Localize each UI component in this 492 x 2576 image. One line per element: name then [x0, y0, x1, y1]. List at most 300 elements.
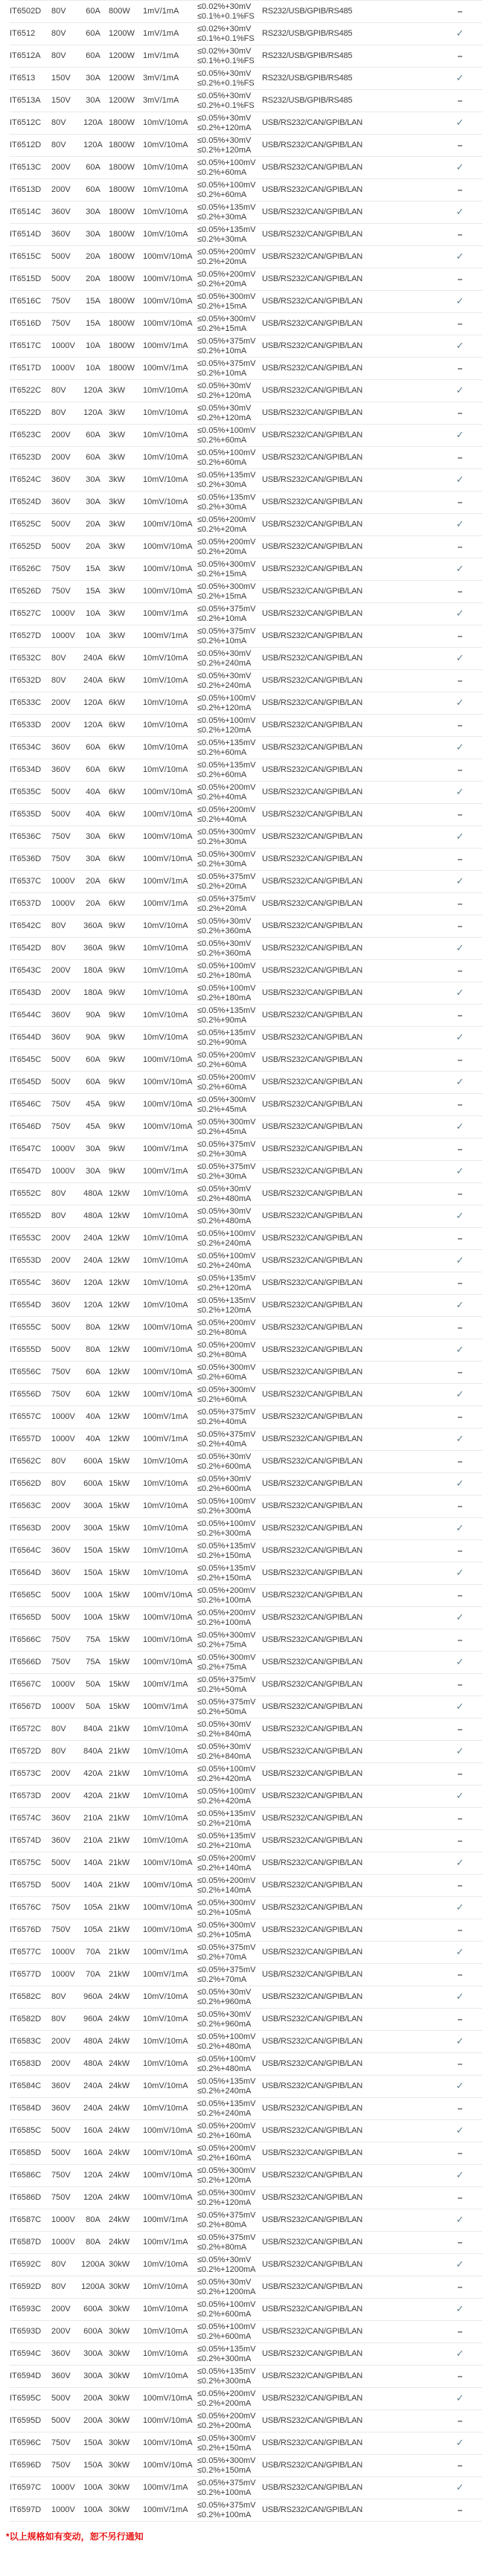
- power-cell: 9kW: [109, 988, 125, 997]
- accuracy-cell: [197, 2187, 262, 2209]
- accuracy-cell: [197, 558, 262, 581]
- power-cell: 3kW: [109, 431, 125, 439]
- accuracy-cell: [197, 1763, 262, 1786]
- availability-cell: [438, 2366, 482, 2388]
- resolution-cell: 10mV/10mA: [143, 230, 188, 239]
- voltage-accuracy-line: ≤0.05%+300mV: [197, 849, 256, 859]
- current-cell: 140A: [83, 1881, 103, 1890]
- accuracy-cell: [197, 179, 262, 202]
- model-cell: IT6514C: [10, 207, 42, 216]
- interfaces-cell: USB/RS232/CAN/GPIB/LAN: [262, 1278, 362, 1287]
- availability-cell: [438, 603, 482, 625]
- dash-icon: –: [457, 1098, 463, 1110]
- current-cell: 140A: [83, 1858, 103, 1867]
- voltage-accuracy-line: ≤0.05%+135mV: [197, 492, 256, 502]
- accuracy-cell: [197, 1875, 262, 1897]
- accuracy-cell: [197, 849, 262, 871]
- power-cell: 1800W: [109, 230, 135, 239]
- current-cell: 1200A: [81, 2282, 105, 2291]
- current-cell: 120A: [83, 2193, 103, 2202]
- interfaces-cell: USB/RS232/CAN/GPIB/LAN: [262, 899, 362, 908]
- current-cell: 50A: [86, 1680, 100, 1689]
- resolution-cell: 100mV/1mA: [143, 2238, 188, 2247]
- table-row: [10, 1786, 482, 1808]
- voltage-cell: 1000V: [51, 1948, 75, 1957]
- current-accuracy-line: ≤0.2%+1200mA: [197, 2264, 256, 2274]
- check-icon: ✓: [456, 1433, 464, 1444]
- power-cell: 24kW: [109, 2015, 130, 2023]
- resolution-cell: 100mV/1mA: [143, 1702, 188, 1711]
- resolution-cell: 10mV/10mA: [143, 654, 188, 663]
- current-cell: 30A: [86, 854, 100, 863]
- current-accuracy-line: ≤0.2%+15mA: [197, 591, 247, 601]
- current-cell: 60A: [86, 7, 100, 16]
- dash-icon: –: [457, 920, 463, 931]
- voltage-cell: 750V: [51, 1122, 71, 1131]
- resolution-cell: 10mV/10mA: [143, 1278, 188, 1287]
- resolution-cell: 100mV/10mA: [143, 854, 193, 863]
- current-cell: 240A: [83, 676, 103, 685]
- interfaces-cell: USB/RS232/CAN/GPIB/LAN: [262, 1568, 362, 1577]
- dash-icon: –: [457, 2504, 463, 2515]
- current-cell: 30A: [86, 498, 100, 506]
- check-icon: ✓: [456, 942, 464, 953]
- dash-icon: –: [457, 585, 463, 596]
- voltage-cell: 200V: [51, 2037, 71, 2046]
- dash-icon: –: [457, 719, 463, 730]
- resolution-cell: 10mV/10mA: [143, 1211, 188, 1220]
- model-cell: IT6537C: [10, 877, 42, 886]
- model-cell: IT6593D: [10, 2327, 42, 2336]
- current-cell: 600A: [83, 2305, 103, 2313]
- table-row: [10, 1228, 482, 1250]
- accuracy-cell: [197, 1339, 262, 1362]
- voltage-accuracy-line: ≤0.05%+200mV: [197, 1875, 256, 1885]
- accuracy-cell: [197, 1295, 262, 1317]
- voltage-accuracy-line: ≤0.05%+135mV: [197, 1563, 256, 1573]
- power-cell: 12kW: [109, 1189, 130, 1198]
- interfaces-cell: USB/RS232/CAN/GPIB/LAN: [262, 319, 362, 328]
- voltage-accuracy-line: ≤0.05%+135mV: [197, 2099, 256, 2108]
- current-accuracy-line: ≤0.2%+140mA: [197, 1885, 252, 1895]
- current-cell: 300A: [83, 1524, 103, 1533]
- voltage-accuracy-line: ≤0.05%+135mV: [197, 470, 256, 480]
- dash-icon: –: [457, 1835, 463, 1846]
- model-cell: IT6526D: [10, 587, 42, 596]
- power-cell: 800W: [109, 7, 130, 16]
- voltage-accuracy-line: ≤0.05%+100mV: [197, 1764, 256, 1774]
- model-cell: IT6592C: [10, 2260, 42, 2269]
- table-row: [10, 1696, 482, 1719]
- check-icon: ✓: [456, 1946, 464, 1957]
- power-cell: 21kW: [109, 1747, 130, 1756]
- current-accuracy-line: ≤0.2%+80mA: [197, 2220, 247, 2229]
- power-cell: 12kW: [109, 1301, 130, 1310]
- model-cell: IT6555C: [10, 1323, 42, 1332]
- current-cell: 120A: [83, 386, 103, 395]
- interfaces-cell: USB/RS232/CAN/GPIB/LAN: [262, 2081, 362, 2090]
- model-cell: IT6512D: [10, 141, 42, 149]
- power-cell: 3kW: [109, 564, 125, 573]
- power-cell: 12kW: [109, 1323, 130, 1332]
- availability-cell: [438, 625, 482, 648]
- accuracy-cell: [197, 1696, 262, 1719]
- voltage-accuracy-line: ≤0.05%+135mV: [197, 2344, 256, 2354]
- interfaces-cell: USB/RS232/CAN/GPIB/LAN: [262, 1747, 362, 1756]
- voltage-accuracy-line: ≤0.02%+30mV: [197, 24, 252, 33]
- current-accuracy-line: ≤0.2%+480mA: [197, 1194, 252, 1203]
- availability-cell: [438, 224, 482, 246]
- voltage-accuracy-line: ≤0.05%+135mV: [197, 1273, 256, 1283]
- availability-cell: [438, 2209, 482, 2232]
- model-cell: IT6567C: [10, 1680, 42, 1689]
- interfaces-cell: USB/RS232/CAN/GPIB/LAN: [262, 2260, 362, 2269]
- dash-icon: –: [457, 2236, 463, 2247]
- power-cell: 30kW: [109, 2305, 130, 2313]
- model-cell: IT6554D: [10, 1301, 42, 1310]
- check-icon: ✓: [456, 1857, 464, 1868]
- voltage-cell: 1000V: [51, 631, 75, 640]
- resolution-cell: 100mV/1mA: [143, 1434, 188, 1443]
- current-cell: 100A: [83, 2505, 103, 2514]
- interfaces-cell: USB/RS232/CAN/GPIB/LAN: [262, 2037, 362, 2046]
- availability-cell: [438, 2343, 482, 2366]
- model-cell: IT6586D: [10, 2193, 42, 2202]
- resolution-cell: 10mV/10mA: [143, 698, 188, 707]
- current-accuracy-line: ≤0.2%+70mA: [197, 1974, 247, 1984]
- availability-cell: [438, 1362, 482, 1384]
- current-accuracy-line: ≤0.2%+90mA: [197, 1037, 247, 1047]
- voltage-cell: 750V: [51, 1658, 71, 1667]
- current-accuracy-line: ≤0.2%+120mA: [197, 2197, 252, 2207]
- model-cell: IT6585D: [10, 2148, 42, 2157]
- power-cell: 15kW: [109, 1501, 130, 1510]
- voltage-accuracy-line: ≤0.05%+375mV: [197, 1139, 256, 1149]
- availability-cell: [438, 268, 482, 291]
- table-row: [10, 291, 482, 313]
- check-icon: ✓: [456, 28, 464, 39]
- power-cell: 15kW: [109, 1546, 130, 1555]
- table-row: [10, 1116, 482, 1139]
- voltage-accuracy-line: ≤0.05%+135mV: [197, 225, 256, 234]
- interfaces-cell: USB/RS232/CAN/GPIB/LAN: [262, 297, 362, 306]
- interfaces-cell: USB/RS232/CAN/GPIB/LAN: [262, 2371, 362, 2380]
- power-cell: 12kW: [109, 1211, 130, 1220]
- table-row: [10, 2142, 482, 2165]
- voltage-cell: 360V: [51, 2104, 71, 2113]
- power-cell: 30kW: [109, 2416, 130, 2425]
- model-cell: IT6522C: [10, 386, 42, 395]
- model-cell: IT6543C: [10, 966, 42, 975]
- voltage-cell: 1000V: [51, 2505, 75, 2514]
- resolution-cell: 100mV/1mA: [143, 609, 188, 618]
- accuracy-cell: [197, 2120, 262, 2142]
- voltage-accuracy-line: ≤0.05%+30mV: [197, 2277, 252, 2287]
- table-row: [10, 335, 482, 358]
- resolution-cell: 100mV/10mA: [143, 1323, 193, 1332]
- table-row: [10, 759, 482, 782]
- voltage-cell: 80V: [51, 386, 66, 395]
- current-accuracy-line: ≤0.2%+150mA: [197, 2443, 252, 2453]
- model-cell: IT6584C: [10, 2081, 42, 2090]
- check-icon: ✓: [456, 831, 464, 842]
- current-accuracy-line: ≤0.2%+100mA: [197, 1617, 252, 1627]
- voltage-accuracy-line: ≤0.05%+135mV: [197, 1295, 256, 1305]
- current-accuracy-line: ≤0.2%+0.1%FS: [197, 78, 255, 88]
- voltage-cell: 1000V: [51, 2215, 75, 2224]
- availability-cell: [438, 447, 482, 469]
- availability-cell: [438, 1473, 482, 1495]
- voltage-accuracy-line: ≤0.05%+135mV: [197, 2366, 256, 2376]
- model-cell: IT6564D: [10, 1568, 42, 1577]
- voltage-accuracy-line: ≤0.05%+375mV: [197, 1675, 256, 1684]
- resolution-cell: 100mV/10mA: [143, 542, 193, 551]
- resolution-cell: 10mV/10mA: [143, 921, 188, 930]
- current-cell: 30A: [86, 475, 100, 484]
- accuracy-cell: [197, 2477, 262, 2499]
- power-cell: 24kW: [109, 2104, 130, 2113]
- accuracy-cell: [197, 112, 262, 135]
- resolution-cell: 10mV/10mA: [143, 1501, 188, 1510]
- model-cell: IT6513A: [10, 96, 41, 105]
- accuracy-cell: [197, 915, 262, 938]
- table-row: [10, 1027, 482, 1049]
- availability-cell: [438, 715, 482, 737]
- voltage-accuracy-line: ≤0.05%+200mV: [197, 1608, 256, 1617]
- voltage-accuracy-line: ≤0.05%+200mV: [197, 1072, 256, 1082]
- voltage-accuracy-line: ≤0.05%+200mV: [197, 1853, 256, 1863]
- table-row: [10, 1072, 482, 1094]
- interfaces-cell: USB/RS232/CAN/GPIB/LAN: [262, 520, 362, 529]
- model-cell: IT6547D: [10, 1167, 42, 1176]
- model-cell: IT6537D: [10, 899, 42, 908]
- current-cell: 420A: [83, 1769, 103, 1778]
- power-cell: 12kW: [109, 1434, 130, 1443]
- accuracy-cell: [197, 1607, 262, 1629]
- interfaces-cell: USB/RS232/CAN/GPIB/LAN: [262, 252, 362, 261]
- interfaces-cell: USB/RS232/CAN/GPIB/LAN: [262, 944, 362, 953]
- check-icon: ✓: [456, 1388, 464, 1400]
- table-row: [10, 1942, 482, 1964]
- dash-icon: –: [457, 1768, 463, 1779]
- accuracy-cell: [197, 335, 262, 358]
- voltage-cell: 80V: [51, 2260, 66, 2269]
- table-row: [10, 1629, 482, 1652]
- voltage-cell: 500V: [51, 2394, 71, 2403]
- current-accuracy-line: ≤0.2%+120mA: [197, 725, 252, 735]
- table-row: [10, 447, 482, 469]
- voltage-accuracy-line: ≤0.05%+200mV: [197, 805, 256, 814]
- voltage-cell: 750V: [51, 1368, 71, 1376]
- availability-cell: [438, 291, 482, 313]
- resolution-cell: 100mV/10mA: [143, 832, 193, 841]
- resolution-cell: 100mV/1mA: [143, 899, 188, 908]
- current-cell: 240A: [83, 1234, 103, 1243]
- availability-cell: [438, 469, 482, 492]
- current-cell: 15A: [86, 319, 100, 328]
- model-cell: IT6596D: [10, 2461, 42, 2470]
- resolution-cell: 100mV/1mA: [143, 1680, 188, 1689]
- model-cell: IT6553C: [10, 1234, 42, 1243]
- interfaces-cell: USB/RS232/CAN/GPIB/LAN: [262, 1702, 362, 1711]
- power-cell: 6kW: [109, 810, 125, 819]
- accuracy-cell: [197, 469, 262, 492]
- voltage-cell: 1000V: [51, 2238, 75, 2247]
- current-cell: 75A: [86, 1658, 100, 1667]
- voltage-accuracy-line: ≤0.05%+375mV: [197, 2210, 256, 2220]
- interfaces-cell: USB/RS232/CAN/GPIB/LAN: [262, 163, 362, 172]
- accuracy-cell: [197, 2432, 262, 2455]
- power-cell: 24kW: [109, 2148, 130, 2157]
- table-row: [10, 558, 482, 581]
- interfaces-cell: USB/RS232/CAN/GPIB/LAN: [262, 1189, 362, 1198]
- availability-cell: [438, 938, 482, 960]
- model-cell: IT6544D: [10, 1033, 42, 1042]
- table-row: [10, 1830, 482, 1852]
- availability-cell: [438, 1897, 482, 1919]
- current-cell: 120A: [83, 1278, 103, 1287]
- voltage-cell: 200V: [51, 1234, 71, 1243]
- current-accuracy-line: ≤0.2%+300mA: [197, 1506, 252, 1516]
- power-cell: 9kW: [109, 966, 125, 975]
- availability-cell: [438, 1808, 482, 1830]
- voltage-accuracy-line: ≤0.05%+300mV: [197, 2456, 256, 2465]
- interfaces-cell: USB/RS232/CAN/GPIB/LAN: [262, 2215, 362, 2224]
- table-row: [10, 1451, 482, 1473]
- current-accuracy-line: ≤0.2%+70mA: [197, 1952, 247, 1962]
- resolution-cell: 10mV/10mA: [143, 2081, 188, 2090]
- voltage-cell: 1000V: [51, 1412, 75, 1421]
- voltage-accuracy-line: ≤0.05%+30mV: [197, 1452, 252, 1461]
- accuracy-cell: [197, 871, 262, 893]
- voltage-accuracy-line: ≤0.05%+135mV: [197, 760, 256, 770]
- check-icon: ✓: [456, 206, 464, 217]
- current-accuracy-line: ≤0.1%+0.1%FS: [197, 11, 255, 21]
- voltage-accuracy-line: ≤0.05%+300mV: [197, 1095, 256, 1104]
- current-accuracy-line: ≤0.2%+240mA: [197, 2108, 252, 2118]
- current-accuracy-line: ≤0.2%+120mA: [197, 123, 252, 132]
- accuracy-cell: [197, 157, 262, 179]
- current-accuracy-line: ≤0.2%+60mA: [197, 457, 247, 467]
- voltage-cell: 360V: [51, 765, 71, 774]
- interfaces-cell: USB/RS232/CAN/GPIB/LAN: [262, 698, 362, 707]
- current-accuracy-line: ≤0.2%+300mA: [197, 2376, 252, 2386]
- resolution-cell: 10mV/10mA: [143, 721, 188, 730]
- voltage-accuracy-line: ≤0.05%+375mV: [197, 626, 256, 636]
- check-icon: ✓: [456, 1121, 464, 1132]
- model-cell: IT6525C: [10, 520, 42, 529]
- voltage-cell: 200V: [51, 698, 71, 707]
- voltage-accuracy-line: ≤0.05%+375mV: [197, 358, 256, 368]
- resolution-cell: 10mV/10mA: [143, 2260, 188, 2269]
- availability-cell: [438, 871, 482, 893]
- power-cell: 1800W: [109, 163, 135, 172]
- current-accuracy-line: ≤0.2%+30mA: [197, 212, 247, 222]
- current-cell: 480A: [83, 1189, 103, 1198]
- resolution-cell: 100mV/10mA: [143, 1122, 193, 1131]
- accuracy-cell: [197, 625, 262, 648]
- current-accuracy-line: ≤0.2%+100mA: [197, 1595, 252, 1605]
- voltage-cell: 80V: [51, 118, 66, 127]
- table-row: [10, 469, 482, 492]
- availability-cell: [438, 2499, 482, 2522]
- table-row: [10, 737, 482, 759]
- voltage-cell: 80V: [51, 141, 66, 149]
- current-cell: 60A: [86, 185, 100, 194]
- voltage-accuracy-line: ≤0.05%+100mV: [197, 1251, 256, 1260]
- model-cell: IT6543D: [10, 988, 42, 997]
- dash-icon: –: [457, 451, 463, 463]
- resolution-cell: 100mV/10mA: [143, 1390, 193, 1399]
- table-row: [10, 1495, 482, 1518]
- interfaces-cell: USB/RS232/CAN/GPIB/LAN: [262, 2059, 362, 2068]
- interfaces-cell: RS232/USB/GPIB/RS485: [262, 29, 353, 38]
- check-icon: ✓: [456, 2080, 464, 2091]
- resolution-cell: 100mV/10mA: [143, 1078, 193, 1086]
- current-cell: 75A: [86, 1635, 100, 1644]
- model-cell: IT6533C: [10, 698, 42, 707]
- interfaces-cell: USB/RS232/CAN/GPIB/LAN: [262, 2327, 362, 2336]
- interfaces-cell: USB/RS232/CAN/GPIB/LAN: [262, 2193, 362, 2202]
- dash-icon: –: [457, 808, 463, 820]
- table-row: [10, 1741, 482, 1763]
- current-accuracy-line: ≤0.2%+120mA: [197, 145, 252, 155]
- voltage-accuracy-line: ≤0.05%+135mV: [197, 1541, 256, 1551]
- check-icon: ✓: [456, 72, 464, 83]
- availability-cell: [438, 1072, 482, 1094]
- resolution-cell: 100mV/1mA: [143, 1167, 188, 1176]
- resolution-cell: 100mV/10mA: [143, 1591, 193, 1600]
- model-cell: IT6582D: [10, 2015, 42, 2023]
- resolution-cell: 10mV/10mA: [143, 1769, 188, 1778]
- availability-cell: [438, 1005, 482, 1027]
- power-cell: 30kW: [109, 2505, 130, 2514]
- current-cell: 120A: [83, 1301, 103, 1310]
- interfaces-cell: USB/RS232/CAN/GPIB/LAN: [262, 1970, 362, 1979]
- accuracy-cell: [197, 2499, 262, 2522]
- interfaces-cell: USB/RS232/CAN/GPIB/LAN: [262, 1323, 362, 1332]
- power-cell: 21kW: [109, 1725, 130, 1733]
- power-cell: 30kW: [109, 2327, 130, 2336]
- table-row: [10, 1, 482, 23]
- model-cell: IT6597C: [10, 2483, 42, 2492]
- availability-cell: [438, 558, 482, 581]
- current-accuracy-line: ≤0.2%+200mA: [197, 2421, 252, 2430]
- check-icon: ✓: [456, 1701, 464, 1712]
- interfaces-cell: USB/RS232/CAN/GPIB/LAN: [262, 1613, 362, 1622]
- availability-cell: [438, 759, 482, 782]
- check-icon: ✓: [456, 2348, 464, 2359]
- table-row: [10, 2120, 482, 2142]
- accuracy-cell: [197, 1964, 262, 1986]
- current-accuracy-line: ≤0.2%+40mA: [197, 1417, 247, 1426]
- current-cell: 60A: [86, 29, 100, 38]
- current-accuracy-line: ≤0.2%+140mA: [197, 1863, 252, 1873]
- table-row: [10, 90, 482, 112]
- voltage-accuracy-line: ≤0.05%+135mV: [197, 1005, 256, 1015]
- resolution-cell: 10mV/10mA: [143, 944, 188, 953]
- interfaces-cell: USB/RS232/CAN/GPIB/LAN: [262, 2349, 362, 2358]
- interfaces-cell: USB/RS232/CAN/GPIB/LAN: [262, 587, 362, 596]
- model-cell: IT6575D: [10, 1881, 42, 1890]
- dash-icon: –: [457, 50, 463, 61]
- check-icon: ✓: [456, 1210, 464, 1221]
- dash-icon: –: [457, 674, 463, 686]
- resolution-cell: 10mV/10mA: [143, 2282, 188, 2291]
- current-cell: 40A: [86, 810, 100, 819]
- voltage-accuracy-line: ≤0.05%+200mV: [197, 2389, 256, 2398]
- power-cell: 30kW: [109, 2394, 130, 2403]
